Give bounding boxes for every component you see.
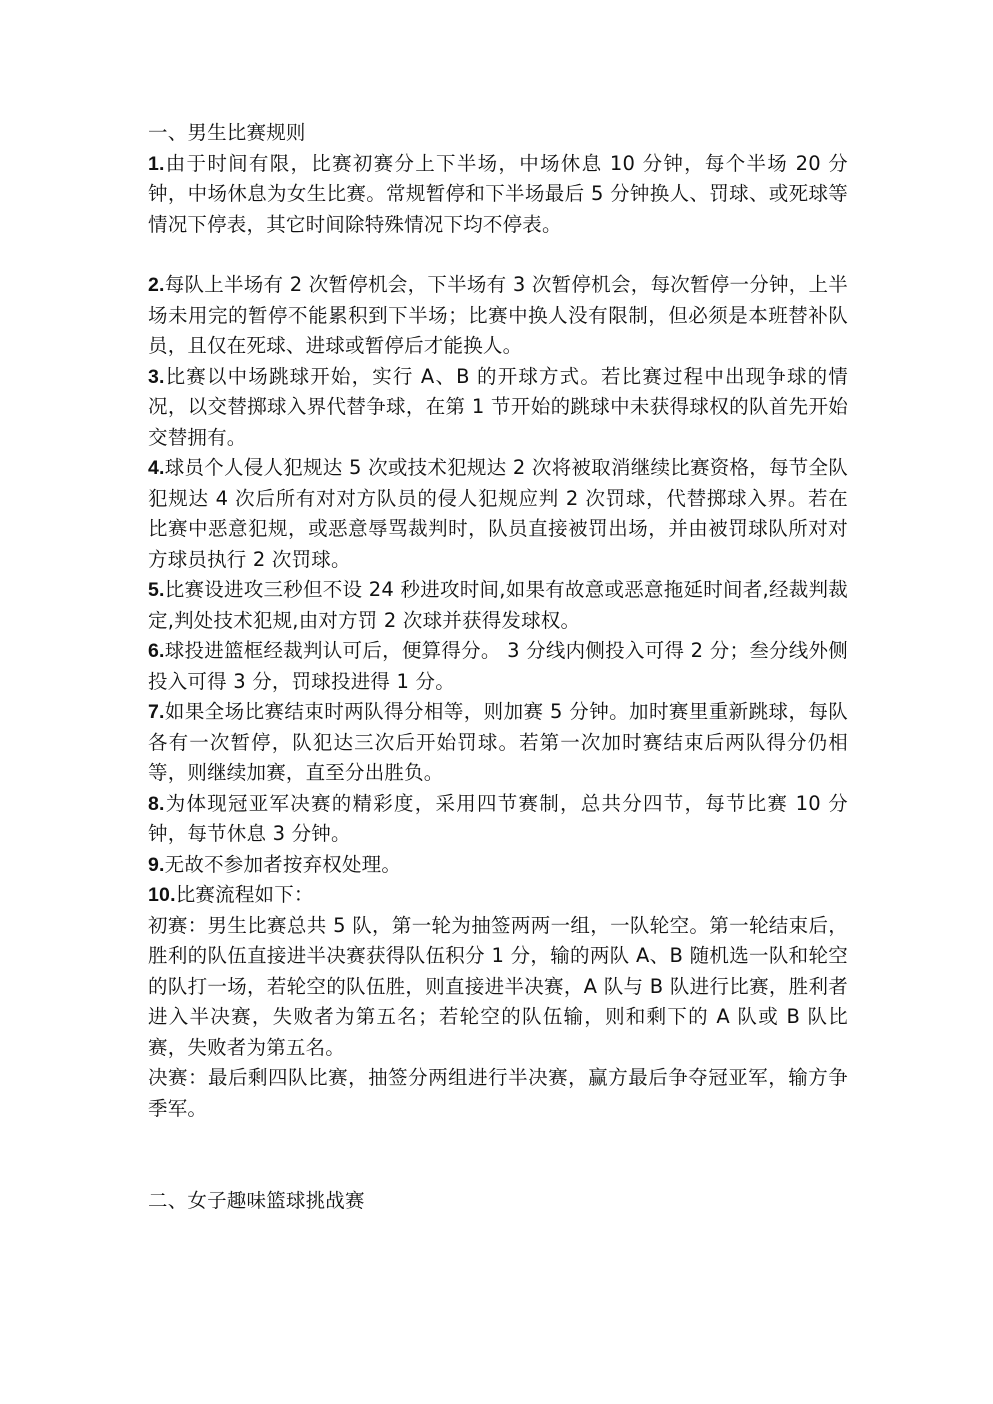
rule-number: 6. [148,640,165,662]
rule-text: 球投进篮框经裁判认可后，便算得分。 3 分线内侧投入可得 2 分；叁分线外侧投入可得 3 分，罚球投进得 1 分。 [148,639,848,693]
rule-item-10 [148,880,848,911]
rule-text: 比赛流程如下： [175,883,314,906]
rule-text: 比赛以中场跳球开始，实行 A、B 的开球方式。若比赛过程中出现争球的情况，以交替掷球入界代替争球，在第 1 节开始的跳球中未获得球权的队首先开始交替拥有。 [148,364,848,449]
rule-number: 3. [148,365,165,388]
rule-item-7 [148,697,848,789]
section-heading-men-rules: 一、男生比赛规则 [148,121,306,144]
rule-item-8 [148,789,848,850]
rule-number: 1. [148,152,165,175]
final-round-text: 决赛：最后剩四队比赛，抽签分两组进行半决赛，赢方最后争夺冠亚军，输方争季军。 [148,1066,848,1120]
rule-item-4 [148,453,848,575]
rule-number: 5. [148,579,165,601]
rule-item-2 [148,270,848,362]
rule-item-5 [148,575,848,636]
rule-item-1 [148,149,848,241]
rule-number: 2. [148,274,165,296]
preliminary-round-text: 初赛：男生比赛总共 5 队，第一轮为抽签两两一组，一队轮空。第一轮结束后，胜利的队伍直接进半决赛获得队伍积分 1 分，输的两队 A、B 随机选一队和轮空的队打一场，若轮空的队伍胜，则直接进半决赛，A 队与 B 队进行比赛，胜利者进入半决赛，失败者为第五名；若轮空的队伍输，则和剩下的 A 队或 B 队比赛，失败者为第五名。 [148,913,848,1059]
rule-text: 无故不参加者按弃权处理。 [164,852,402,876]
section-gap [148,1124,848,1186]
rule-text: 每队上半场有 2 次暂停机会，下半场有 3 次暂停机会，每次暂停一分钟，上半场未用完的暂停不能累积到下半场；比赛中换人没有限制，但必须是本班替补队员，且仅在死球、进球或暂停后才能换人。 [148,273,848,357]
rule-text: 比赛设进攻三秒但不设 24 秒进攻时间,如果有故意或恶意拖延时间者,经裁判裁定,判处技术犯规,由对方罚 2 次球并获得发球权。 [148,578,848,632]
rule-item-9 [148,850,848,881]
rule-number: 9. [148,853,165,876]
rule-item-6 [148,636,848,697]
rule-number: 8. [148,792,165,815]
rule-text: 如果全场比赛结束时两队得分相等，则加赛 5 分钟。加时赛里重新跳球，每队各有一次暂停，队犯达三次后开始罚球。若第一次加时赛结束后两队得分仍相等，则继续加赛，直至分出胜负。 [148,700,848,784]
document-body [148,118,848,1217]
rule-item-3 [148,362,848,454]
rule-text: 球员个人侵人犯规达 5 次或技术犯规达 2 次将被取消继续比赛资格，每节全队犯规达 4 次后所有对对方队员的侵人犯规应判 2 次罚球，代替掷球入界。若在比赛中恶意犯规，或恶意辱骂裁判时，队员直接被罚出场，并由被罚球队所对对方球员执行 2 次罚球。 [148,456,848,571]
rule-number: 7. [148,701,165,723]
rule-text: 为体现冠亚军决赛的精彩度，采用四节赛制，总共分四节，每节比赛 10 分钟，每节休息 3 分钟。 [148,791,848,845]
rule-text: 由于时间有限，比赛初赛分上下半场，中场休息 10 分钟，每个半场 20 分钟，中场休息为女生比赛。常规暂停和下半场最后 5 分钟换人、罚球、或死球等情况下停表，其它时间除特殊情况下均不停表。 [148,151,848,236]
paragraph-gap [148,240,848,270]
rule-number: 10. [148,884,176,906]
rule-number: 4. [148,457,165,479]
section-heading-women-challenge: 二、女子趣味篮球挑战赛 [148,1189,365,1212]
